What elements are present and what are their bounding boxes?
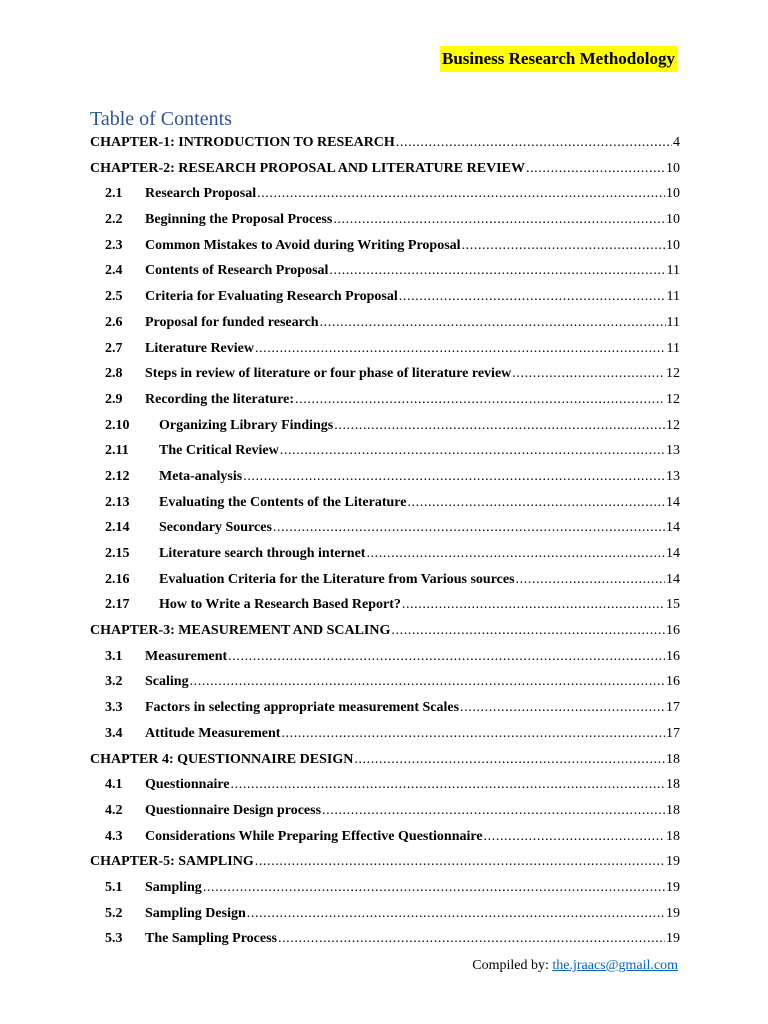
toc-page-number: 19 [666, 879, 680, 895]
toc-heading: Table of Contents [90, 108, 232, 130]
toc-dot-leader [399, 284, 666, 310]
toc-entry-title: CHAPTER-3: MEASUREMENT AND SCALING [90, 623, 391, 639]
toc-entry-number: 2.14 [105, 520, 130, 536]
toc-page-number: 13 [666, 468, 680, 484]
toc-section-entry[interactable] [90, 592, 680, 618]
toc-entry-title: CHAPTER-1: INTRODUCTION TO RESEARCH [90, 135, 395, 150]
toc-section-entry[interactable] [90, 824, 680, 850]
toc-section-entry[interactable] [90, 438, 680, 464]
toc-page-number: 19 [666, 905, 680, 921]
table-of-contents [90, 130, 680, 952]
toc-entry-number: 2.10 [105, 417, 130, 433]
toc-entry-title: Recording the literature: [145, 391, 295, 407]
footer-email-link[interactable]: the.jraacs@gmail.com [552, 958, 678, 973]
toc-page-number: 14 [666, 520, 680, 536]
toc-entry-title: CHAPTER-5: SAMPLING [90, 854, 254, 870]
toc-section-entry[interactable] [90, 926, 680, 952]
toc-entry-number: 2.17 [105, 597, 130, 613]
toc-page-number: 18 [666, 777, 680, 793]
toc-page-number: 15 [666, 597, 680, 613]
toc-entry-number: 2.4 [105, 263, 123, 279]
toc-section-entry[interactable] [90, 721, 680, 747]
toc-section-entry[interactable] [90, 669, 680, 695]
toc-entry-title: Questionnaire [145, 777, 230, 793]
toc-entry-title: Secondary Sources [159, 520, 272, 536]
toc-section-entry[interactable] [90, 387, 680, 413]
toc-entry-title: Sampling Design [145, 905, 246, 921]
toc-section-entry[interactable] [90, 644, 680, 670]
toc-section-entry[interactable] [90, 258, 680, 284]
toc-dot-leader [334, 413, 665, 439]
toc-entry-title: Criteria for Evaluating Research Proposal [145, 289, 398, 305]
toc-page-number: 16 [666, 674, 680, 690]
toc-entry-title: How to Write a Research Based Report? [159, 597, 401, 613]
toc-section-entry[interactable] [90, 490, 680, 516]
toc-entry-title: Literature Review [145, 340, 254, 356]
toc-page-number: 17 [666, 700, 680, 716]
toc-page-number: 18 [666, 751, 680, 767]
toc-dot-leader [280, 438, 665, 464]
toc-dot-leader [484, 824, 665, 850]
toc-entry-title: Proposal for funded research [145, 314, 319, 330]
toc-entry-title: Literature search through internet [159, 546, 366, 561]
toc-entry-title: Steps in review of literature or four phase of literature review [145, 366, 512, 382]
toc-entry-title: CHAPTER-2: RESEARCH PROPOSAL AND LITERATURE REVIEW [90, 160, 525, 176]
toc-dot-leader [396, 130, 672, 156]
toc-page-number: 11 [666, 314, 680, 330]
toc-entry-number: 4.2 [105, 802, 123, 818]
toc-entry-title: Beginning the Proposal Process [145, 212, 333, 228]
toc-page-number: 10 [666, 160, 680, 176]
toc-entry-number: 2.8 [105, 366, 123, 382]
toc-dot-leader [247, 901, 665, 927]
toc-chapter-entry[interactable] [90, 849, 680, 875]
toc-entry-title: Measurement [145, 648, 228, 664]
toc-entry-number: 3.2 [105, 674, 123, 690]
toc-entry-number: 2.6 [105, 314, 123, 330]
toc-entry-title: The Sampling Process [145, 931, 277, 947]
toc-dot-leader [273, 515, 665, 541]
toc-entry-number: 2.11 [105, 443, 129, 459]
toc-entry-number: 5.1 [105, 879, 123, 895]
toc-entry-number: 2.9 [105, 391, 123, 407]
toc-entry-number: 3.3 [105, 700, 123, 716]
toc-entry-title: The Critical Review [159, 443, 279, 459]
toc-dot-leader [243, 464, 665, 490]
toc-entry-title: Contents of Research Proposal [145, 263, 329, 279]
toc-section-entry[interactable] [90, 181, 680, 207]
footer-prefix: Compiled by: [472, 958, 553, 973]
toc-dot-leader [526, 156, 665, 182]
toc-entry-number: 2.12 [105, 468, 130, 484]
toc-page-number: 16 [666, 623, 680, 639]
toc-chapter-entry[interactable] [90, 130, 680, 156]
toc-entry-title: Scaling [145, 674, 189, 690]
toc-entry-title: Sampling [145, 879, 202, 895]
toc-dot-leader [333, 207, 665, 233]
toc-dot-leader [203, 875, 665, 901]
toc-page-number: 19 [666, 931, 680, 947]
toc-section-entry[interactable] [90, 798, 680, 824]
toc-dot-leader [516, 567, 665, 593]
toc-entry-title: Attitude Measurement [145, 725, 281, 741]
toc-page-number: 18 [666, 828, 680, 844]
toc-section-entry[interactable] [90, 772, 680, 798]
toc-entry-number: 3.4 [105, 725, 123, 741]
toc-section-entry[interactable] [90, 310, 680, 336]
toc-page-number: 12 [666, 417, 680, 433]
toc-entry-number: 4.3 [105, 828, 123, 844]
toc-chapter-entry[interactable] [90, 747, 680, 773]
toc-entry-title: Considerations While Preparing Effective Questionnaire [145, 828, 483, 844]
toc-entry-title: Research Proposal [145, 186, 257, 202]
toc-dot-leader [255, 849, 665, 875]
toc-page-number: 14 [666, 494, 680, 510]
toc-dot-leader [228, 644, 665, 670]
toc-section-entry[interactable] [90, 413, 680, 439]
toc-entry-number: 2.13 [105, 494, 130, 510]
toc-page-number: 11 [666, 263, 680, 279]
toc-page-number: 17 [666, 725, 680, 741]
toc-section-entry[interactable] [90, 901, 680, 927]
toc-page-number: 14 [666, 546, 680, 561]
toc-section-entry[interactable] [90, 515, 680, 541]
toc-page-number: 18 [666, 802, 680, 818]
document-title: Business Research Methodology [440, 46, 677, 72]
toc-entry-number: 2.7 [105, 340, 123, 356]
toc-entry-title: Evaluation Criteria for the Literature from Various sources [159, 571, 515, 587]
toc-entry-number: 5.3 [105, 931, 123, 947]
toc-dot-leader [322, 798, 665, 824]
toc-dot-leader [278, 926, 665, 952]
toc-section-entry[interactable] [90, 361, 680, 387]
toc-chapter-entry[interactable] [90, 618, 680, 644]
toc-dot-leader [281, 721, 665, 747]
toc-entry-title: CHAPTER 4: QUESTIONNAIRE DESIGN [90, 751, 354, 767]
toc-dot-leader [295, 387, 665, 413]
toc-dot-leader [320, 310, 666, 336]
toc-entry-number: 2.2 [105, 212, 123, 228]
toc-dot-leader [391, 618, 665, 644]
toc-page-number: 13 [666, 443, 680, 459]
toc-dot-leader [231, 772, 665, 798]
toc-entry-title: Organizing Library Findings [159, 417, 334, 433]
toc-entry-number: 2.3 [105, 237, 123, 253]
toc-section-entry[interactable] [90, 233, 680, 259]
toc-entry-title: Meta-analysis [159, 468, 243, 484]
toc-dot-leader [407, 490, 665, 516]
toc-section-entry[interactable] [90, 567, 680, 593]
toc-page-number: 4 [673, 135, 680, 150]
toc-section-entry[interactable] [90, 336, 680, 362]
toc-dot-leader [257, 181, 665, 207]
toc-page-number: 12 [666, 366, 680, 382]
toc-page-number: 10 [666, 212, 680, 228]
toc-dot-leader [462, 233, 665, 259]
toc-dot-leader [255, 336, 666, 362]
toc-entry-number: 2.16 [105, 571, 130, 587]
toc-dot-leader [329, 258, 665, 284]
toc-entry-number: 3.1 [105, 648, 123, 664]
toc-section-entry[interactable] [90, 695, 680, 721]
toc-page-number: 10 [666, 186, 680, 202]
toc-page-number: 11 [666, 289, 680, 305]
toc-section-entry[interactable] [90, 464, 680, 490]
toc-section-entry[interactable] [90, 541, 680, 567]
toc-entry-number: 4.1 [105, 777, 123, 793]
toc-chapter-entry[interactable] [90, 156, 680, 182]
toc-page-number: 10 [666, 237, 680, 253]
toc-entry-number: 5.2 [105, 905, 123, 921]
toc-dot-leader [354, 747, 665, 773]
toc-entry-number: 2.1 [105, 186, 123, 202]
toc-entry-number: 2.15 [105, 546, 130, 561]
toc-page-number: 19 [666, 854, 680, 870]
toc-dot-leader [366, 541, 665, 567]
toc-section-entry[interactable] [90, 875, 680, 901]
toc-page-number: 11 [666, 340, 680, 356]
toc-dot-leader [190, 669, 665, 695]
toc-section-entry[interactable] [90, 284, 680, 310]
toc-dot-leader [460, 695, 665, 721]
toc-dot-leader [512, 361, 665, 387]
toc-page-number: 16 [666, 648, 680, 664]
toc-section-entry[interactable] [90, 207, 680, 233]
toc-page-number: 14 [666, 571, 680, 587]
toc-entry-title: Questionnaire Design process [145, 802, 322, 818]
toc-entry-title: Common Mistakes to Avoid during Writing Proposal [145, 237, 461, 253]
toc-entry-number: 2.5 [105, 289, 123, 305]
toc-dot-leader [402, 592, 665, 618]
toc-entry-title: Evaluating the Contents of the Literature [159, 494, 407, 510]
footer [472, 958, 678, 974]
toc-page-number: 12 [666, 391, 680, 407]
toc-entry-title: Factors in selecting appropriate measurement Scales [145, 700, 460, 716]
